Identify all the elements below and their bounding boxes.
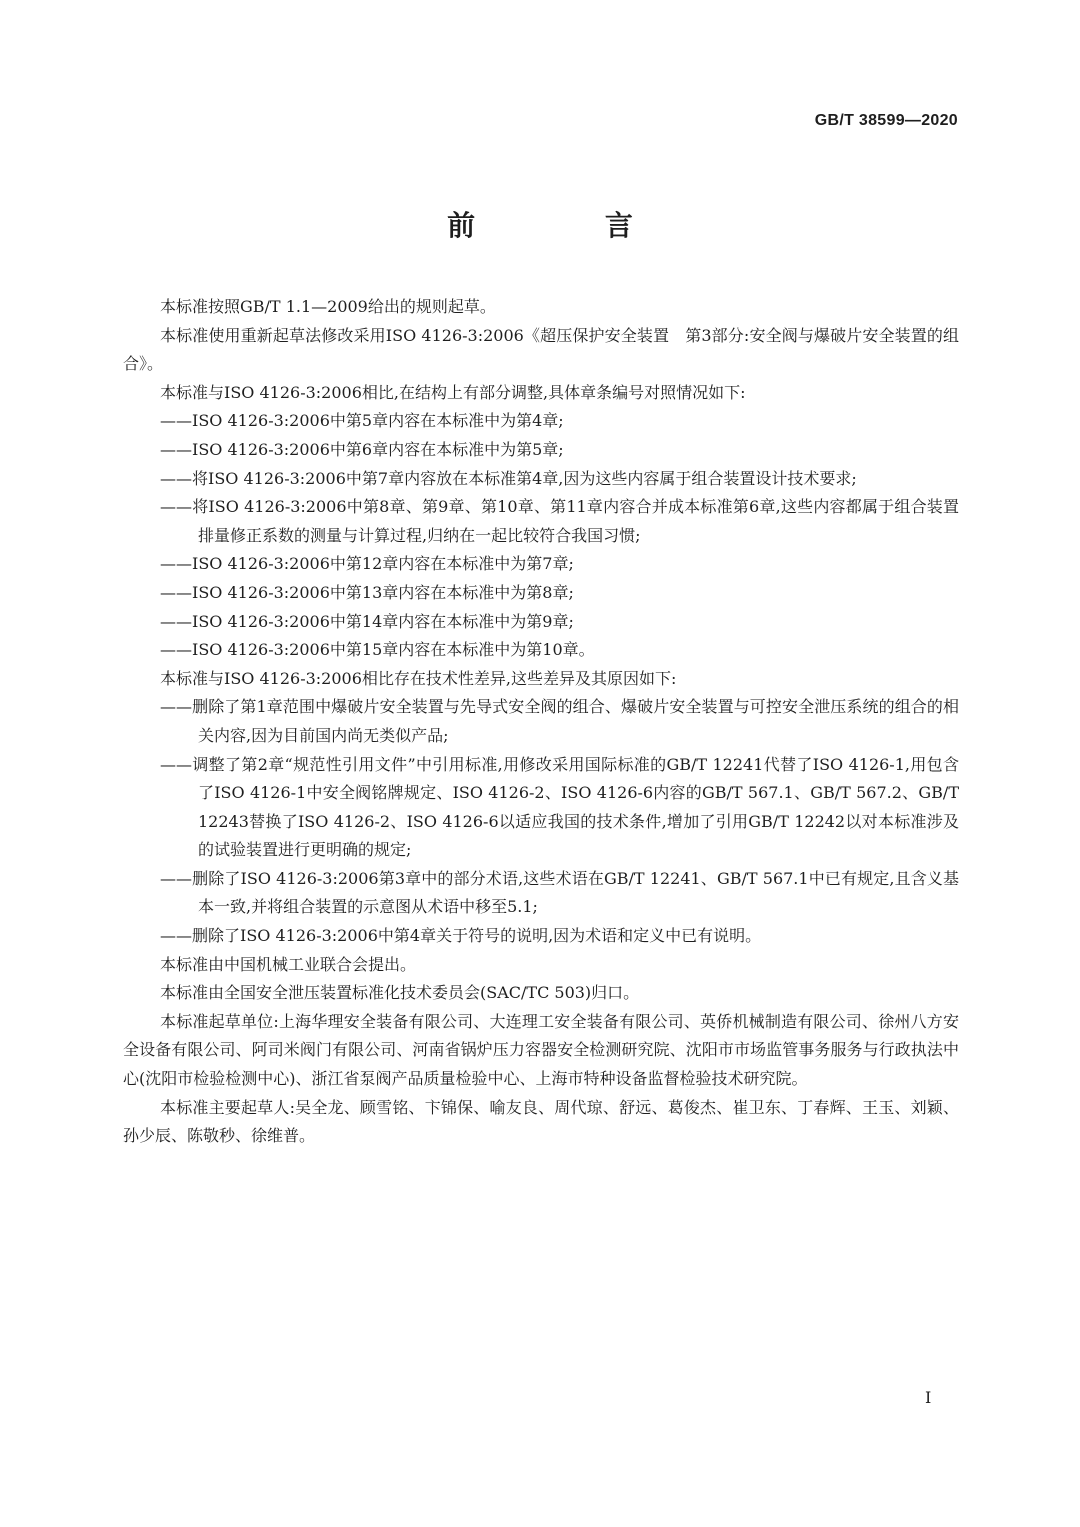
- list-item-structure-8: ——ISO 4126-3:2006中第15章内容在本标准中为第10章。: [160, 640, 595, 660]
- list-item-structure-3: ——将ISO 4126-3:2006中第7章内容放在本标准第4章,因为这些内容属于组合装置设计技术要求;: [160, 468, 857, 488]
- list-item-structure-7: ——ISO 4126-3:2006中第14章内容在本标准中为第9章;: [160, 611, 574, 631]
- paragraph-administrator: 本标准由全国安全泄压装置标准化技术委员会(SAC/TC 503)归口。: [160, 983, 640, 1003]
- standard-code: GB/T 38599—2020: [814, 112, 958, 129]
- paragraph-proposer: 本标准由中国机械工业联合会提出。: [160, 954, 417, 974]
- list-item-structure-2: ——ISO 4126-3:2006中第6章内容在本标准中为第5章;: [160, 439, 564, 459]
- list-item-difference-1: ——删除了第1章范围中爆破片安全装置与先导式安全阀的组合、爆破片安全装置与可控安全泄压系统的组合的相关内容,因为目前国内尚无类似产品;: [160, 697, 959, 745]
- page-title: 前 言: [447, 209, 693, 242]
- paragraph-drafters: 本标准主要起草人:吴全龙、顾雪铭、卞锦保、喻友良、周代琼、舒远、葛俊杰、崔卫东、丁春辉、王玉、刘颖、孙少辰、陈敬秒、徐维普。: [123, 1097, 959, 1146]
- list-item-structure-1: ——ISO 4126-3:2006中第5章内容在本标准中为第4章;: [160, 411, 564, 431]
- list-item-difference-2: ——调整了第2章“规范性引用文件”中引用标准,用修改采用国际标准的GB/T 12241代替了ISO 4126-1,用包含了ISO 4126-1中安全阀铭牌规定、ISO 4126-2、ISO 4126-6内容的GB/T 567.1、GB/T 567.2、GB/T 12243替换了ISO 4126-2、ISO 4126-6以适应我国的技术条件,增加了引用GB/T 12242以对本标准涉及的试验装置进行更明确的规定;: [160, 754, 959, 860]
- paragraph-drafting-units: 本标准起草单位:上海华理安全装备有限公司、大连理工安全装备有限公司、英侨机械制造有限公司、徐州八方安全设备有限公司、阿司米阀门有限公司、河南省锅炉压力容器安全检测研究院、沈阳市市场监管事务服务与行政执法中心(沈阳市检验检测中心)、浙江省泵阀产品质量检验中心、上海市特种设备监督检验技术研究院。: [123, 1011, 959, 1089]
- list-item-structure-5: ——ISO 4126-3:2006中第12章内容在本标准中为第7章;: [160, 554, 574, 574]
- list-item-structure-4: ——将ISO 4126-3:2006中第8章、第9章、第10章、第11章内容合并成本标准第6章,这些内容都属于组合装置排量修正系数的测量与计算过程,归纳在一起比较符合我国习惯;: [160, 497, 959, 545]
- list-item-difference-3: ——删除了ISO 4126-3:2006第3章中的部分术语,这些术语在GB/T 12241、GB/T 567.1中已有规定,且含义基本一致,并将组合装置的示意图从术语中移至5.1;: [160, 868, 959, 917]
- paragraph-technical-differences: 本标准与ISO 4126-3:2006相比存在技术性差异,这些差异及其原因如下:: [160, 668, 677, 688]
- paragraph-adoption: 本标准使用重新起草法修改采用ISO 4126-3:2006《超压保护安全装置 第3部分:安全阀与爆破片安全装置的组合》。: [123, 325, 959, 374]
- paragraph-drafting-rules: 本标准按照GB/T 1.1—2009给出的规则起草。: [160, 297, 496, 316]
- list-item-structure-6: ——ISO 4126-3:2006中第13章内容在本标准中为第8章;: [160, 582, 574, 602]
- paragraph-structure-changes: 本标准与ISO 4126-3:2006相比,在结构上有部分调整,具体章条编号对照情况如下:: [160, 382, 746, 402]
- foreword-body: [123, 293, 959, 1151]
- page-number: I: [925, 1388, 932, 1407]
- list-item-difference-4: ——删除了ISO 4126-3:2006中第4章关于符号的说明,因为术语和定义中已有说明。: [160, 926, 762, 946]
